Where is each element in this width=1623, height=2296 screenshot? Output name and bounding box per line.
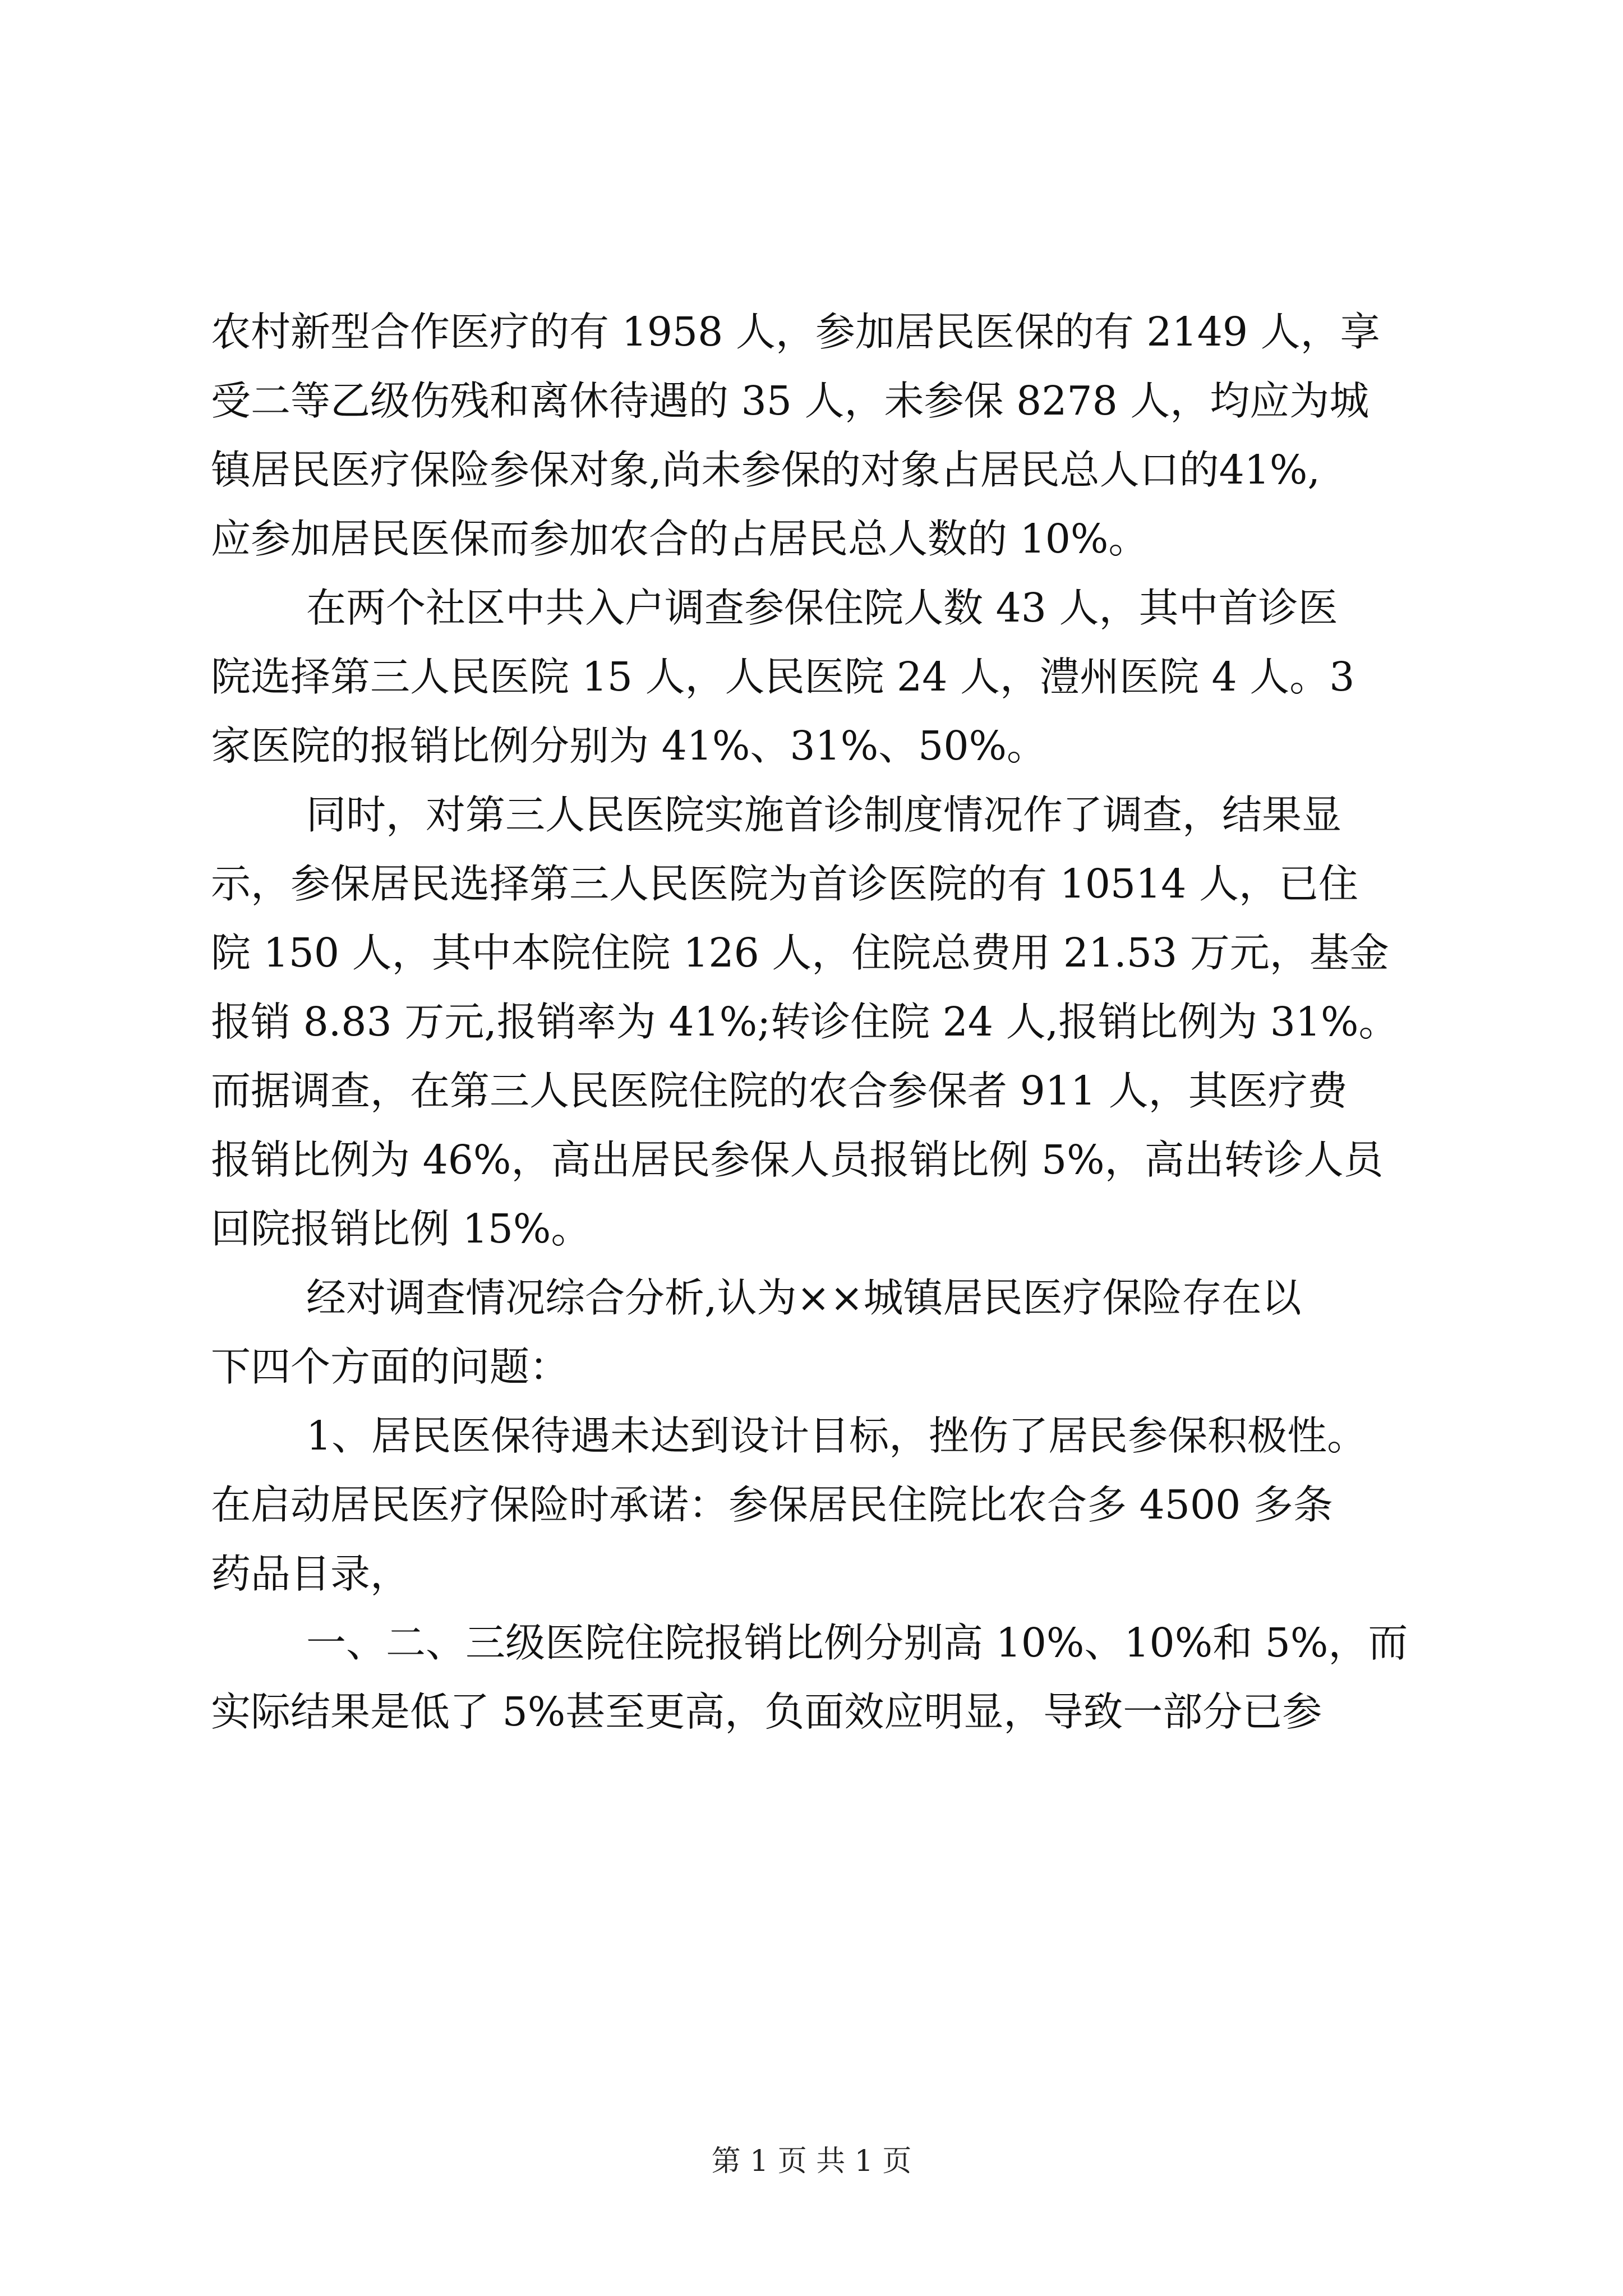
text-line: 示，参保居民选择第三人民医院为首诊医院的有 10514 人，已住: [211, 861, 1359, 907]
text-line: 农村新型合作医疗的有 1958 人，参加居民医保的有 2149 人，享: [211, 309, 1380, 355]
text-line: 报销 8.83 万元,报销率为 41%;转诊住院 24 人,报销比例为 31%。: [211, 999, 1399, 1045]
text-line: 实际结果是低了 5%甚至更高，负面效应明显，导致一部分已参: [211, 1688, 1322, 1735]
text-line: 在启动居民医疗保险时承诺：参保居民住院比农合多 4500 多条: [211, 1481, 1333, 1528]
text-line: 报销比例为 46%，高出居民参保人员报销比例 5%，高出转诊人员: [211, 1137, 1384, 1183]
text-line: 同时，对第三人民医院实施首诊制度情况作了调查，结果显: [306, 792, 1342, 838]
text-line: 1、居民医保待遇未达到设计目标，挫伤了居民参保积极性。: [306, 1412, 1367, 1459]
text-line: 应参加居民医保而参加农合的占居民总人数的 10%。: [211, 516, 1149, 562]
text-line: 受二等乙级伤残和离休待遇的 35 人，未参保 8278 人，均应为城: [211, 378, 1370, 424]
text-line: 下四个方面的问题：: [211, 1343, 570, 1390]
document-body: [211, 297, 1417, 1746]
paragraph: [211, 573, 1417, 780]
text-line: 一、二、三级医院住院报销比例分别高 10%、10%和 5%，而: [306, 1619, 1408, 1666]
text-line: 而据调查，在第三人民医院住院的农合参保者 911 人，其医疗费: [211, 1068, 1348, 1114]
paragraph: [211, 1263, 1417, 1401]
text-line: 院选择第三人民医院 15 人，人民医院 24 人，澧州医院 4 人。3: [211, 654, 1355, 700]
text-line: 家医院的报销比例分别为 41%、31%、50%。: [211, 723, 1046, 769]
paragraph: [211, 780, 1417, 1263]
text-line: 经对调查情况综合分析,认为××城镇居民医疗保险存在以: [306, 1274, 1302, 1321]
page-number-footer: 第 1 页 共 1 页: [711, 2145, 912, 2178]
paragraph: [211, 1401, 1417, 1608]
text-line: 在两个社区中共入户调查参保住院人数 43 人，其中首诊医: [306, 585, 1338, 631]
paragraph: [211, 297, 1417, 573]
text-line: 镇居民医疗保险参保对象,尚未参保的对象占居民总人口的41%,: [211, 447, 1320, 493]
text-line: 回院报销比例 15%。: [211, 1205, 591, 1252]
text-line: 药品目录，: [211, 1550, 411, 1597]
paragraph: [211, 1608, 1417, 1746]
text-line: 院 150 人，其中本院住院 126 人，住院总费用 21.53 万元，基金: [211, 930, 1389, 976]
